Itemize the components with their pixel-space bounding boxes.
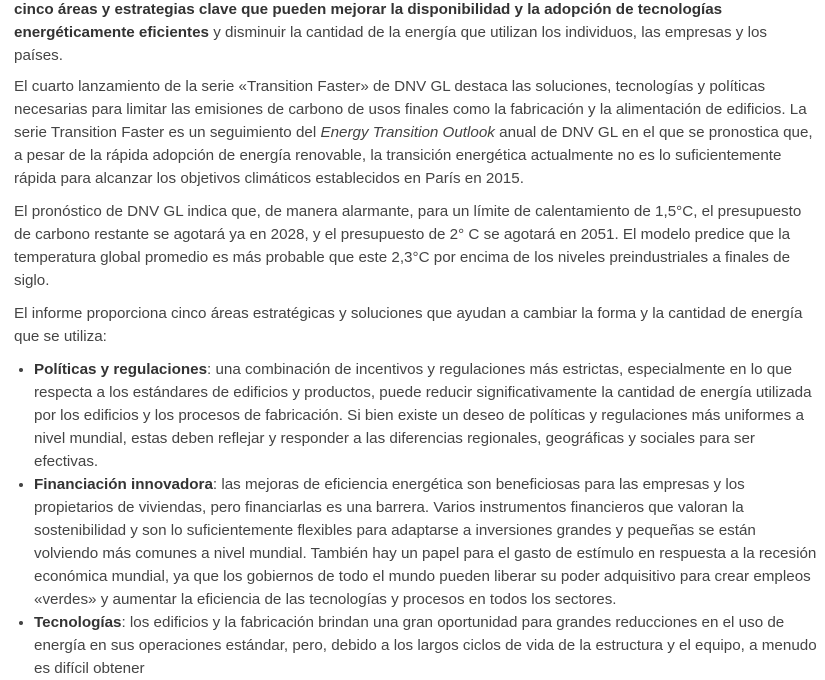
intro-bold-text: cinco áreas y estrategias clave que pueden mejorar la disponibilidad y la adopción de tecnologías energéticamente eficientes xyxy=(14,1,723,41)
list-item-financing xyxy=(34,473,819,611)
list-item-policies xyxy=(34,358,819,473)
p1-text-b: anual de DNV GL en el que se pronostica que, a pesar de la rápida adopción de energía renovable, la transición energética actualmente no es lo suficientemente rápida para alcanzar los objetivos climáticos establecidos en París en 2015. xyxy=(14,124,813,187)
list-item-title: Tecnologías xyxy=(34,614,122,631)
list-item-title: Financiación innovadora xyxy=(34,476,213,493)
intro-text: y disminuir la cantidad de la energía que utilizan los individuos, las empresas y los países. xyxy=(14,24,768,64)
paragraph-forecast: El pronóstico de DNV GL indica que, de manera alarmante, para un límite de calentamiento de 1,5°C, el presupuesto de carbono restante se agotará ya en 2028, y el presupuesto de 2° C se agotará en 2051. El modelo predice que la temperatura global promedio es más probable que este 2,3°C por encima de los niveles preindustriales a finales de siglo. xyxy=(14,203,802,289)
article-body xyxy=(14,0,819,680)
intro-paragraph xyxy=(14,0,819,67)
paragraph-report-areas: El informe proporciona cinco áreas estratégicas y soluciones que ayudan a cambiar la forma y la cantidad de energía que se utiliza: xyxy=(14,305,803,345)
list-item-text: : los edificios y la fabricación brindan una gran oportunidad para grandes reducciones en el uso de energía en sus operaciones estándar, pero, debido a los largos ciclos de vida de la estructura y el equipo, a menudo es difícil obtener xyxy=(34,614,817,677)
p1-text-a: El cuarto lanzamiento de la serie «Transition Faster» de DNV GL destaca las soluciones, tecnologías y políticas necesarias para limitar las emisiones de carbono de usos finales como la fabricación y la alimentación de edificios. La serie Transition Faster es un seguimiento del xyxy=(14,78,807,141)
strategy-list xyxy=(14,358,819,680)
list-item-text: : las mejoras de eficiencia energética son beneficiosas para las empresas y los propietarios de viviendas, pero financiarlas es una barrera. Varios instrumentos financieros que valoran la sostenibilidad y son lo suficientemente flexibles para adaptarse a inversiones grandes y pequeñas se están volviendo más comunes a nivel mundial. También hay un papel para el gasto de estímulo en respuesta a la recesión económica mundial, ya que los gobiernos de todo el mundo pueden liberar su poder adquisitivo para crear empleos «verdes» y aumentar la eficiencia de las tecnologías y procesos en todos los sectores. xyxy=(34,476,817,608)
paragraph-transition-faster xyxy=(14,75,819,190)
list-item-text: : una combinación de incentivos y regulaciones más estrictas, especialmente en lo que respecta a los estándares de edificios y productos, puede reducir significativamente la cantidad de energía utilizada por los edificios y los procesos de fabricación. Si bien existe un deseo de políticas y regulaciones más uniformes a nivel mundial, estas deben reflejar y responder a las diferencias regionales, geográficas y sociales para ser efectivas. xyxy=(34,361,812,470)
list-item-technologies xyxy=(34,611,819,680)
list-item-title: Políticas y regulaciones xyxy=(34,361,208,378)
energy-transition-outlook-title: Energy Transition Outlook xyxy=(320,124,495,141)
